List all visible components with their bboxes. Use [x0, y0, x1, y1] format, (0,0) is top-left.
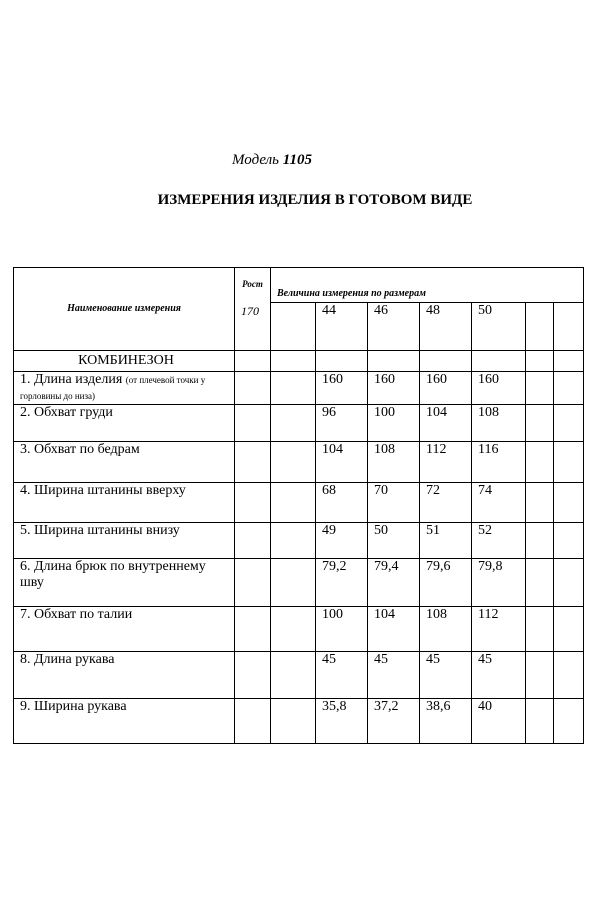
value-cell: 108 [420, 607, 472, 652]
value-cell: 52 [472, 523, 526, 559]
value-cell: 104 [368, 607, 420, 652]
table-row [14, 652, 584, 699]
table-row [14, 699, 584, 744]
empty-cell [271, 483, 316, 523]
empty-cell [368, 351, 420, 372]
value-cell: 100 [316, 607, 368, 652]
param-name [14, 372, 235, 405]
empty-cell [235, 351, 271, 372]
empty-cell [526, 442, 554, 483]
empty-cell [235, 442, 271, 483]
header-value: Величина измерения по размерам [271, 268, 584, 303]
empty-cell [554, 523, 584, 559]
empty-cell [271, 351, 316, 372]
empty-cell [554, 699, 584, 744]
value-cell: 116 [472, 442, 526, 483]
value-cell: 104 [316, 442, 368, 483]
value-cell: 68 [316, 483, 368, 523]
empty-cell [554, 372, 584, 405]
section-title: КОМБИНЕЗОН [14, 351, 235, 372]
empty-cell [271, 699, 316, 744]
empty-cell [472, 351, 526, 372]
size-48: 48 [420, 303, 472, 351]
empty-cell [526, 483, 554, 523]
param-name [14, 523, 235, 559]
empty-cell [554, 559, 584, 607]
size-empty-cell [526, 303, 554, 351]
param-label: 3. Обхват по бедрам [20, 442, 140, 457]
empty-cell [316, 351, 368, 372]
value-cell: 50 [368, 523, 420, 559]
size-empty-cell [554, 303, 584, 351]
value-cell: 96 [316, 405, 368, 442]
empty-cell [235, 607, 271, 652]
page-title: ИЗМЕРЕНИЯ ИЗДЕЛИЯ В ГОТОВОМ ВИДЕ [157, 192, 473, 208]
param-label: 4. Ширина штанины вверху [20, 483, 186, 498]
model-number: 1105 [282, 152, 312, 168]
param-label: 2. Обхват груди [20, 405, 113, 420]
empty-cell [420, 351, 472, 372]
value-cell: 45 [472, 652, 526, 699]
empty-cell [526, 372, 554, 405]
param-name [14, 559, 235, 607]
empty-cell [526, 351, 554, 372]
empty-cell [526, 523, 554, 559]
empty-cell [526, 607, 554, 652]
measurements-table [13, 267, 584, 744]
model-label [232, 152, 312, 169]
empty-cell [526, 699, 554, 744]
empty-cell [235, 405, 271, 442]
value-cell: 79,6 [420, 559, 472, 607]
param-label: 5. Ширина штанины внизу [20, 523, 180, 538]
table-row [14, 523, 584, 559]
value-cell: 160 [420, 372, 472, 405]
param-label: 8. Длина рукава [20, 652, 115, 667]
param-name [14, 483, 235, 523]
empty-cell [235, 699, 271, 744]
param-name [14, 607, 235, 652]
value-cell: 108 [368, 442, 420, 483]
param-name [14, 442, 235, 483]
table-row [14, 559, 584, 607]
value-cell: 79,4 [368, 559, 420, 607]
empty-cell [271, 372, 316, 405]
value-cell: 74 [472, 483, 526, 523]
param-label: 9. Ширина рукава [20, 699, 127, 714]
value-cell: 49 [316, 523, 368, 559]
value-cell: 38,6 [420, 699, 472, 744]
size-empty-cell [271, 303, 316, 351]
param-name [14, 652, 235, 699]
value-cell: 70 [368, 483, 420, 523]
size-44: 44 [316, 303, 368, 351]
empty-cell [554, 483, 584, 523]
value-cell: 35,8 [316, 699, 368, 744]
empty-cell [235, 483, 271, 523]
empty-cell [526, 405, 554, 442]
value-cell: 45 [420, 652, 472, 699]
empty-cell [271, 442, 316, 483]
empty-cell [271, 405, 316, 442]
table-row [14, 483, 584, 523]
param-label: 6. Длина брюк по внутреннему шву [20, 559, 206, 590]
empty-cell [235, 523, 271, 559]
empty-cell [271, 559, 316, 607]
empty-cell [526, 652, 554, 699]
table-row [14, 405, 584, 442]
value-cell: 72 [420, 483, 472, 523]
value-cell: 100 [368, 405, 420, 442]
table-row [14, 442, 584, 483]
empty-cell [554, 351, 584, 372]
value-cell: 79,8 [472, 559, 526, 607]
empty-cell [554, 607, 584, 652]
value-cell: 104 [420, 405, 472, 442]
empty-cell [271, 607, 316, 652]
size-46: 46 [368, 303, 420, 351]
param-label: 7. Обхват по талии [20, 607, 133, 622]
empty-cell [235, 372, 271, 405]
empty-cell [526, 559, 554, 607]
value-cell: 79,2 [316, 559, 368, 607]
header-rost-value: 170 [235, 303, 271, 351]
value-cell: 37,2 [368, 699, 420, 744]
value-cell: 45 [316, 652, 368, 699]
empty-cell [235, 559, 271, 607]
param-note: (от плечевой точки у горловины до низа) [20, 375, 206, 401]
header-rost: Рост [235, 268, 271, 303]
value-cell: 160 [316, 372, 368, 405]
size-50: 50 [472, 303, 526, 351]
table-row [14, 607, 584, 652]
empty-cell [554, 442, 584, 483]
empty-cell [235, 652, 271, 699]
value-cell: 40 [472, 699, 526, 744]
value-cell: 112 [472, 607, 526, 652]
table-row [14, 372, 584, 405]
value-cell: 160 [472, 372, 526, 405]
empty-cell [554, 652, 584, 699]
param-name [14, 699, 235, 744]
value-cell: 160 [368, 372, 420, 405]
value-cell: 112 [420, 442, 472, 483]
empty-cell [554, 405, 584, 442]
empty-cell [271, 652, 316, 699]
param-label: 1. Длина изделия [20, 372, 126, 387]
header-name: Наименование измерения [14, 268, 235, 351]
empty-cell [271, 523, 316, 559]
model-label-text: Модель [232, 152, 280, 168]
value-cell: 108 [472, 405, 526, 442]
value-cell: 51 [420, 523, 472, 559]
param-name [14, 405, 235, 442]
value-cell: 45 [368, 652, 420, 699]
